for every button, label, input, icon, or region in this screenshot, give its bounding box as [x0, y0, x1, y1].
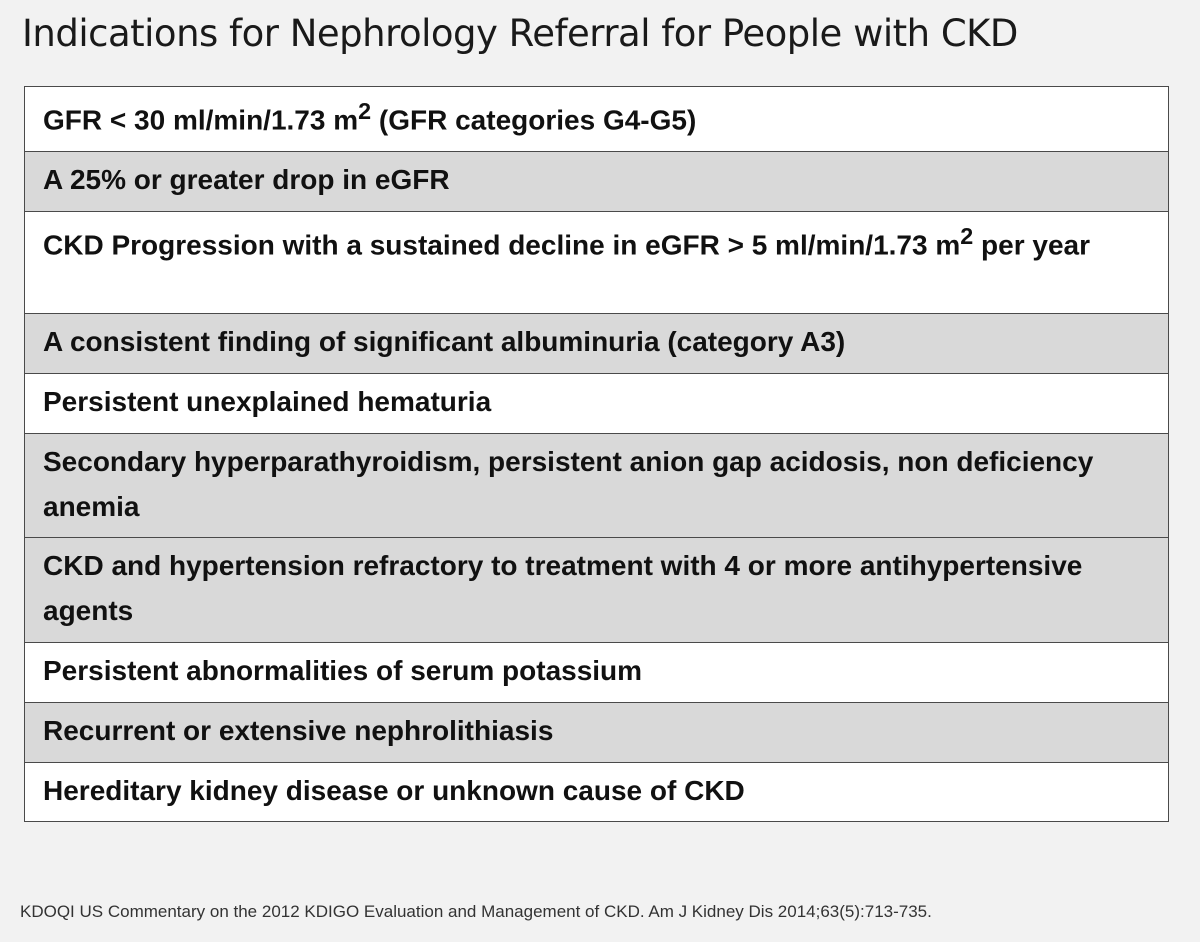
criteria-text: Persistent unexplained hematuria	[43, 385, 492, 417]
criteria-cell	[25, 313, 1169, 373]
criteria-text-continued: (GFR categories G4-G5)	[371, 104, 697, 136]
slide-title: Indications for Nephrology Referral for People with CKD	[22, 12, 1018, 55]
citation: KDOQI US Commentary on the 2012 KDIGO Evaluation and Management of CKD. Am J Kidney Dis 2014;63(5):713-735.	[20, 902, 932, 921]
criteria-row	[25, 642, 1169, 702]
criteria-text: Hereditary kidney disease or unknown cause of CKD	[43, 774, 745, 806]
criteria-cell	[25, 538, 1169, 643]
criteria-row	[25, 762, 1169, 822]
criteria-row	[25, 87, 1169, 152]
criteria-cell	[25, 642, 1169, 702]
criteria-cell	[25, 433, 1169, 538]
criteria-text: A 25% or greater drop in eGFR	[43, 164, 450, 196]
criteria-row	[25, 313, 1169, 373]
criteria-cell	[25, 87, 1169, 152]
criteria-text: Persistent abnormalities of serum potassium	[43, 654, 643, 686]
criteria-cell	[25, 702, 1169, 762]
criteria-cell	[25, 373, 1169, 433]
criteria-text: Secondary hyperparathyroidism, persistent anion gap acidosis, non deficiency anemia	[43, 445, 1094, 522]
criteria-row	[25, 433, 1169, 538]
superscript: 2	[358, 98, 372, 124]
criteria-row	[25, 373, 1169, 433]
referral-criteria-table	[24, 86, 1169, 822]
criteria-row	[25, 538, 1169, 643]
superscript: 2	[960, 222, 974, 249]
criteria-cell	[25, 762, 1169, 822]
criteria-text-continued: per year	[973, 229, 1090, 261]
criteria-row	[25, 702, 1169, 762]
criteria-cell	[25, 211, 1169, 313]
criteria-text: Recurrent or extensive nephrolithiasis	[43, 714, 554, 746]
criteria-text: GFR < 30 ml/min/1.73 m	[43, 104, 359, 136]
criteria-row	[25, 152, 1169, 212]
criteria-cell	[25, 152, 1169, 212]
criteria-row	[25, 211, 1169, 313]
criteria-text: A consistent finding of significant albuminuria (category A3)	[43, 325, 846, 357]
criteria-text: CKD Progression with a sustained decline in eGFR > 5 ml/min/1.73 m	[43, 229, 961, 261]
criteria-text: CKD and hypertension refractory to treatment with 4 or more antihypertensive agents	[43, 550, 1083, 627]
